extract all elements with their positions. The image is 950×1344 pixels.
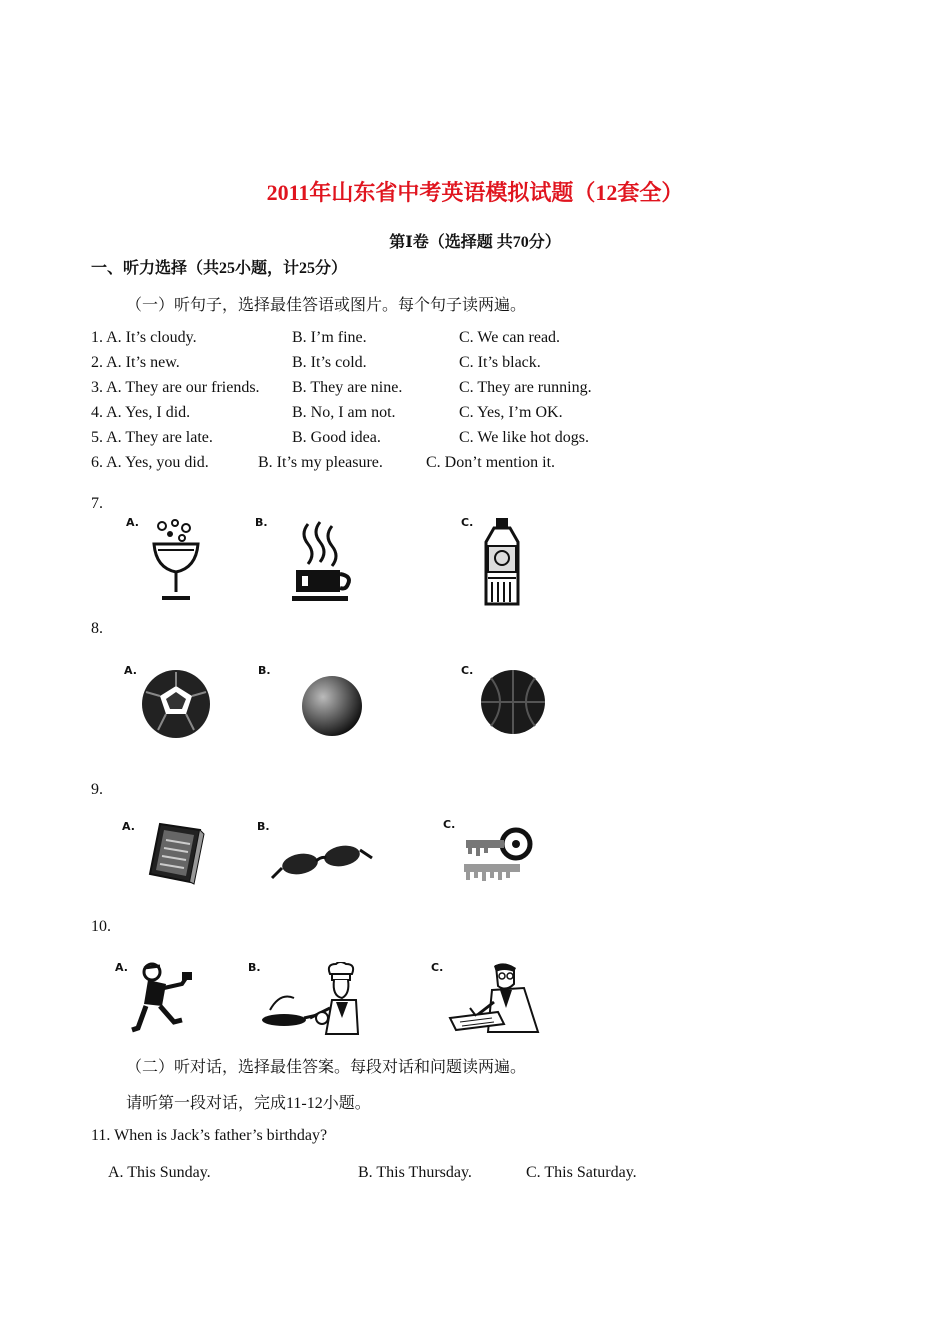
q5-option-b: B. Good idea. xyxy=(292,429,381,446)
q11-option-c: C. This Saturday. xyxy=(526,1164,637,1181)
q11-question: 11. When is Jack’s father’s birthday? xyxy=(91,1127,328,1144)
q10-label-a: A. xyxy=(115,961,128,974)
q8-label-a: A. xyxy=(124,664,137,677)
q6-option-a: 6. A. Yes, you did. xyxy=(91,454,209,471)
q3-option-c: C. They are running. xyxy=(459,379,592,396)
bottle-icon xyxy=(478,516,526,608)
glass-icon xyxy=(148,518,204,604)
book-icon xyxy=(144,820,210,886)
q1-option-c: C. We can read. xyxy=(459,329,561,346)
instruction-sentences: （一）听句子，选择最佳答语或图片。每个句子读两遍。 xyxy=(126,297,527,314)
q9-label-a: A. xyxy=(122,820,135,833)
q10-number: 10. xyxy=(91,918,111,935)
q3-option-b: B. They are nine. xyxy=(292,379,403,396)
q4-option-c: C. Yes, I’m OK. xyxy=(459,404,563,421)
instruction-dialogues: （二）听对话，选择最佳答案。每段对话和问题读两遍。 xyxy=(126,1059,527,1076)
q7-number: 7. xyxy=(91,495,103,512)
instruction-first-dialogue: 请听第一段对话，完成11-12小题。 xyxy=(126,1095,371,1112)
q7-label-b: B. xyxy=(255,516,268,529)
soccer-ball-icon xyxy=(140,668,212,740)
q9-number: 9. xyxy=(91,781,103,798)
q11-option-b: B. This Thursday. xyxy=(358,1164,472,1181)
q8-label-b: B. xyxy=(258,664,271,677)
q11-option-a: A. This Sunday. xyxy=(108,1164,211,1181)
ball-icon xyxy=(300,674,364,738)
q5-option-c: C. We like hot dogs. xyxy=(459,429,589,446)
worker-icon xyxy=(130,962,196,1036)
q2-option-c: C. It’s black. xyxy=(459,354,541,371)
q5-option-a: 5. A. They are late. xyxy=(91,429,213,446)
q6-option-c: C. Don’t mention it. xyxy=(426,454,556,471)
q7-label-a: A. xyxy=(126,516,139,529)
q6-option-b: B. It’s my pleasure. xyxy=(258,454,383,471)
q2-option-b: B. It’s cold. xyxy=(292,354,367,371)
q7-label-c: C. xyxy=(461,516,474,529)
q9-label-c: C. xyxy=(443,818,456,831)
keys-icon xyxy=(462,826,534,886)
q4-option-a: 4. A. Yes, I did. xyxy=(91,404,191,421)
q8-label-c: C. xyxy=(461,664,474,677)
q8-number: 8. xyxy=(91,620,103,637)
writer-icon xyxy=(448,962,544,1036)
q10-label-b: B. xyxy=(248,961,261,974)
q1-option-b: B. I’m fine. xyxy=(292,329,367,346)
basketball-icon xyxy=(479,668,547,736)
part-heading: 第Ⅰ卷（选择题 共70分） xyxy=(389,234,561,251)
hot-cup-icon xyxy=(290,520,354,604)
cook-icon xyxy=(260,962,364,1036)
document-title: 2011年山东省中考英语模拟试题（12套全） xyxy=(266,180,684,205)
q9-label-b: B. xyxy=(257,820,270,833)
q1-option-a: 1. A. It’s cloudy. xyxy=(91,329,197,346)
q3-option-a: 3. A. They are our friends. xyxy=(91,379,260,396)
glasses-icon xyxy=(270,836,374,884)
q2-option-a: 2. A. It’s new. xyxy=(91,354,180,371)
section-heading: 一、听力选择（共25小题，计25分） xyxy=(91,260,348,277)
q4-option-b: B. No, I am not. xyxy=(292,404,396,421)
q10-label-c: C. xyxy=(431,961,444,974)
